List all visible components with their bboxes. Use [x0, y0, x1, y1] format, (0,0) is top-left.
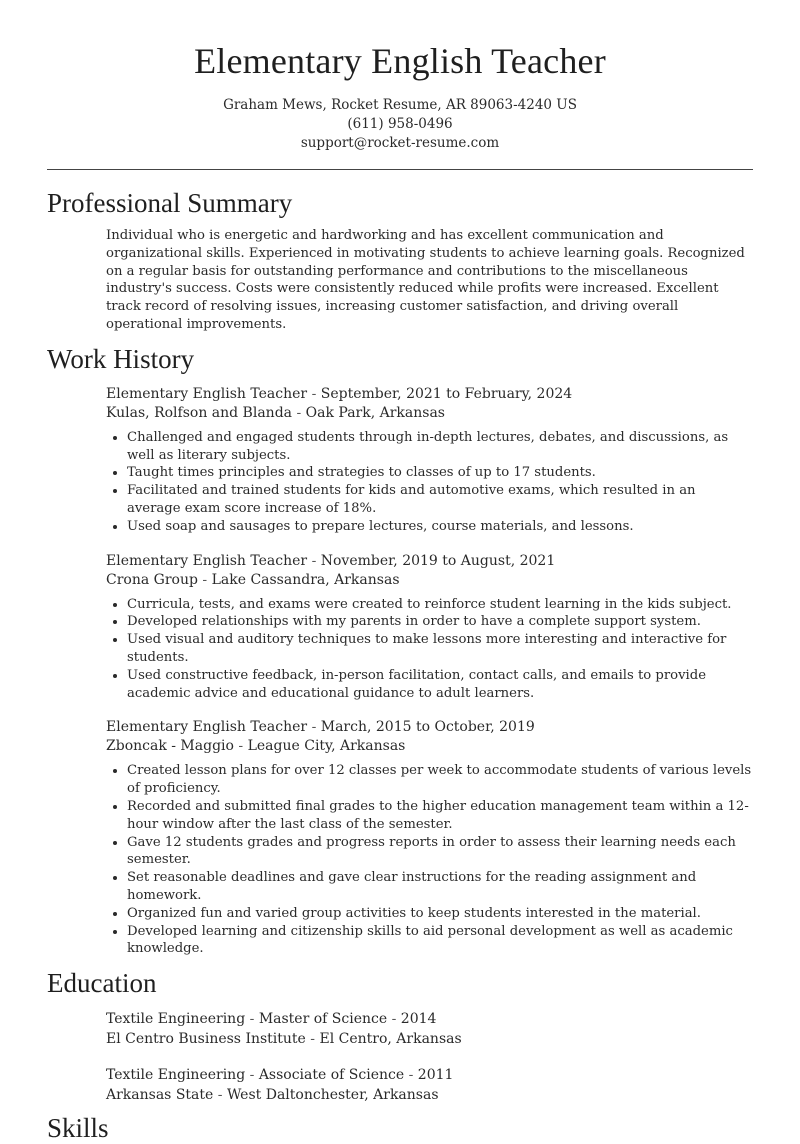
- job-bullet: • Set reasonable deadlines and gave clear instructions for the reading assignment and homework.: [127, 869, 753, 905]
- summary-text: Individual who is energetic and hardworking and has excellent communication and organizational skills. Experienced in motivating students to achieve learning goals. Recognized on a regular basis for outstanding performance and contributions to the miscellaneous industry's success. Costs were consistently reduced while profits were increased. Excellent track record of resolving issues, increasing customer satisfaction, and driving overall operational improvements.: [106, 228, 745, 332]
- education-school: El Centro Business Institute: [106, 1031, 306, 1048]
- job-location: Lake Cassandra, Arkansas: [211, 571, 400, 588]
- job-bullet: • Used constructive feedback, in-person facilitation, contact calls, and emails to provide academic advice and educational guidance to adult learners.: [127, 667, 753, 703]
- job-entry: [106, 385, 753, 536]
- job-role: Elementary English Teacher: [106, 385, 308, 402]
- education-degree: Master of Science: [258, 1011, 388, 1028]
- education-field: Textile Engineering: [106, 1067, 246, 1084]
- job-location: League City, Arkansas: [247, 738, 406, 755]
- summary-section: [0, 188, 800, 334]
- education-entry: [106, 1065, 753, 1105]
- job-bullet: • Gave 12 students grades and progress reports in order to assess their learning needs each semester.: [127, 834, 753, 870]
- education-location: El Centro, Arkansas: [319, 1031, 462, 1048]
- job-company: Zboncak - Maggio: [106, 738, 234, 755]
- work-history-heading: Work History: [47, 343, 195, 374]
- summary-heading: Professional Summary: [47, 188, 293, 218]
- job-bullets: [106, 429, 753, 536]
- job-dates: March, 2015 to October, 2019: [320, 719, 535, 736]
- job-entry: [106, 552, 753, 703]
- contact-block: [0, 96, 800, 153]
- job-company: Crona Group: [106, 571, 198, 588]
- contact-address: Graham Mews, Rocket Resume, AR 89063-4240 US: [223, 97, 577, 113]
- education-year: 2014: [400, 1011, 437, 1028]
- education-degree-line: Textile Engineering - Associate of Science - 2011: [106, 1067, 454, 1084]
- job-bullet: • Organized fun and varied group activities to keep students interested in the material.: [127, 905, 753, 923]
- job-company-line: Crona Group - Lake Cassandra, Arkansas: [106, 571, 400, 588]
- job-bullet: • Taught times principles and strategies to classes of up to 17 students.: [127, 464, 753, 482]
- job-company-line: Kulas, Rolfson and Blanda - Oak Park, Arkansas: [106, 404, 445, 421]
- skills-heading: Skills: [47, 1113, 109, 1144]
- job-title-line: Elementary English Teacher - March, 2015 to October, 2019: [106, 719, 535, 736]
- resume-header: [0, 0, 800, 153]
- job-dates: September, 2021 to February, 2024: [320, 385, 573, 402]
- job-bullet: • Curricula, tests, and exams were created to reinforce student learning in the kids subject.: [127, 596, 753, 614]
- job-entry: [106, 718, 753, 958]
- education-field: Textile Engineering: [106, 1011, 246, 1028]
- skills-section: [0, 1113, 800, 1144]
- job-company: Kulas, Rolfson and Blanda: [106, 404, 292, 421]
- job-role: Elementary English Teacher: [106, 552, 308, 569]
- education-entry: [106, 1009, 753, 1049]
- education-location: West Daltonchester, Arkansas: [226, 1087, 439, 1104]
- education-section: [0, 968, 800, 1105]
- contact-email: support@rocket-resume.com: [300, 135, 500, 151]
- education-year: 2011: [417, 1067, 454, 1084]
- job-bullet: • Recorded and submitted final grades to the higher education management team within a 12-hour window after the last class of the semester.: [127, 798, 753, 834]
- job-bullet: • Developed relationships with my parents in order to have a complete support system.: [127, 613, 753, 631]
- job-company-line: Zboncak - Maggio - League City, Arkansas: [106, 738, 406, 755]
- education-degree-line: Textile Engineering - Master of Science - 2014: [106, 1011, 437, 1028]
- job-bullet: • Created lesson plans for over 12 classes per week to accommodate students of various levels of proficiency.: [127, 762, 753, 798]
- job-role: Elementary English Teacher: [106, 719, 308, 736]
- work-history-body: [106, 385, 753, 958]
- education-heading: Education: [47, 968, 157, 999]
- education-school-line: Arkansas State - West Daltonchester, Arkansas: [106, 1087, 439, 1104]
- job-location: Oak Park, Arkansas: [305, 404, 445, 421]
- job-dates: November, 2019 to August, 2021: [320, 552, 556, 569]
- education-body: [106, 1009, 753, 1105]
- job-bullet: • Challenged and engaged students through in-depth lectures, debates, and discussions, as well as literary subjects.: [127, 429, 753, 465]
- work-history-section: [0, 344, 800, 958]
- job-bullet: • Facilitated and trained students for kids and automotive exams, which resulted in an average exam score increase of 18%.: [127, 482, 753, 518]
- job-title-line: Elementary English Teacher - November, 2019 to August, 2021: [106, 552, 556, 569]
- contact-phone: (611) 958-0496: [347, 116, 453, 132]
- job-bullets: [106, 596, 753, 703]
- job-bullet: • Used soap and sausages to prepare lectures, course materials, and lessons.: [127, 518, 753, 536]
- job-title-line: Elementary English Teacher - September, 2021 to February, 2024: [106, 385, 573, 402]
- job-bullet: • Used visual and auditory techniques to make lessons more interesting and interactive for students.: [127, 631, 753, 667]
- education-school-line: El Centro Business Institute - El Centro, Arkansas: [106, 1031, 462, 1048]
- job-bullet: • Developed learning and citizenship skills to aid personal development as well as academic knowledge.: [127, 923, 753, 959]
- resume-name: Elementary English Teacher: [194, 41, 606, 81]
- header-divider: [47, 169, 753, 170]
- job-bullets: [106, 762, 753, 958]
- education-degree: Associate of Science: [258, 1067, 405, 1084]
- education-school: Arkansas State: [106, 1087, 214, 1104]
